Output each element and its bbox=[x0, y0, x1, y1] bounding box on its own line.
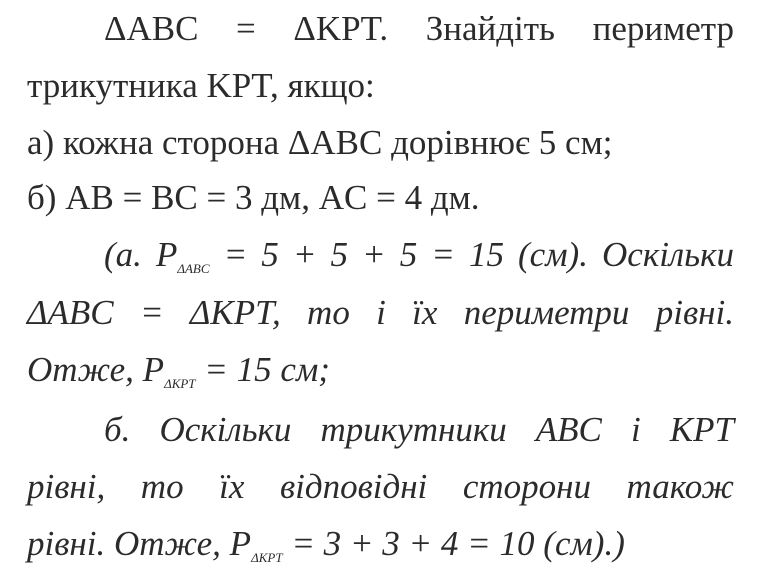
solution-a-line-1-subscript: ΔABC bbox=[177, 261, 210, 276]
solution-a-line-1-post: = 5 + 5 + 5 = 15 (см). Оскільки bbox=[209, 235, 734, 274]
solution-a-line-1 bbox=[27, 235, 734, 289]
task-part-b: б) AB = BC = 3 дм, AC = 4 дм. bbox=[27, 178, 480, 217]
solution-a-line-3 bbox=[27, 350, 734, 404]
solution-b-line-3-subscript: ΔKPT bbox=[251, 550, 283, 565]
solution-b-line-3-post: = 3 + 3 + 4 = 10 (см).) bbox=[282, 524, 625, 563]
solution-b-line-3 bbox=[27, 524, 734, 578]
task-part-a: а) кожна сторона ΔABC дорівнює 5 см; bbox=[27, 123, 613, 162]
task-statement-line-1: ΔABC = ΔKPT. Знайдіть периметр bbox=[104, 9, 734, 48]
solution-a-line-3-pre: Отже, P bbox=[27, 350, 165, 389]
solution-a-line-3-subscript: ΔKPT bbox=[164, 376, 196, 391]
solution-a-line-3-post: = 15 см; bbox=[195, 350, 330, 389]
task-statement-line-2: трикутника KPT, якщо: bbox=[27, 66, 375, 105]
solution-b-line-2: рівні, то їх відповідні сторони також bbox=[27, 467, 734, 506]
solution-b-line-3-pre: рівні. Отже, P bbox=[27, 524, 252, 563]
solution-a-line-1-pre: (а. P bbox=[104, 235, 178, 274]
solution-b-line-1: б. Оскільки трикутники ABC і KPT bbox=[104, 410, 734, 449]
solution-a-line-2: ΔABC = ΔKPT, то і їх периметри рівні. bbox=[27, 293, 734, 332]
